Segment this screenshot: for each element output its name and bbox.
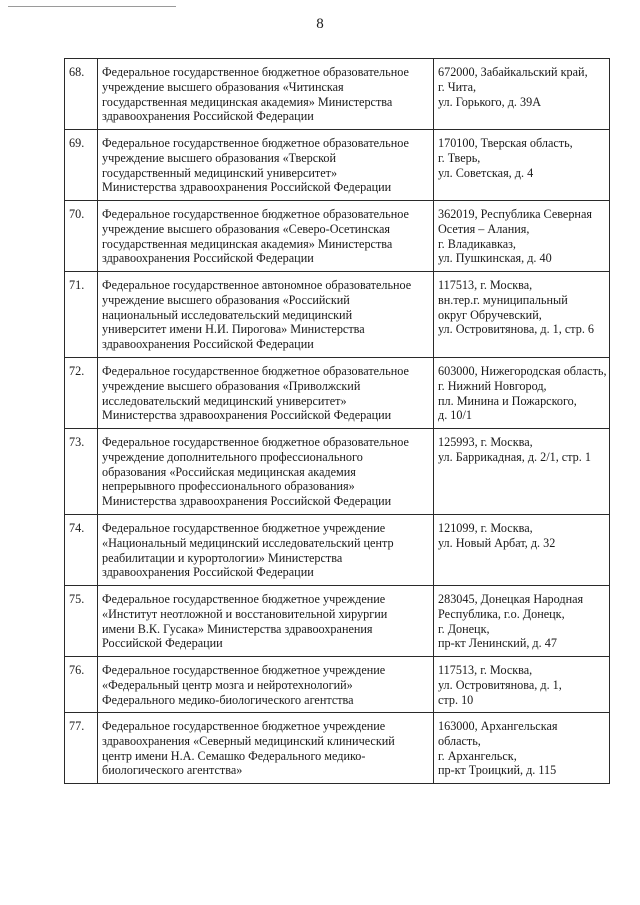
table-row: [65, 201, 610, 272]
institution-name: [98, 515, 434, 586]
institution-address: [434, 59, 610, 130]
top-rule: [8, 6, 176, 7]
page-number: 8: [316, 16, 324, 32]
institution-name-line: исследовательский медицинский университет»: [102, 393, 347, 408]
table-body: [65, 59, 610, 784]
table-row: [65, 713, 610, 784]
institution-address: [434, 429, 610, 515]
institution-name-line: образования «Российская медицинская академия: [102, 464, 356, 479]
institution-name: [98, 130, 434, 201]
institution-address: [434, 201, 610, 272]
institution-name: [98, 713, 434, 784]
institution-name-line: «Федеральный центр мозга и нейротехнологий»: [102, 677, 353, 692]
address-line: ул. Горького, д. 39А: [438, 94, 542, 109]
table-row: [65, 657, 610, 713]
institution-name: [98, 358, 434, 429]
address-line: 117513, г. Москва,: [438, 278, 533, 292]
institution-name-line: Федеральное государственное бюджетное образовательное: [102, 207, 409, 221]
institution-name-line: здравоохранения Российской Федерации: [102, 109, 314, 124]
address-line: г. Архангельск,: [438, 748, 517, 763]
address-line: г. Чита,: [438, 79, 477, 94]
institution-name-line: Федерального медико-биологического агентства: [102, 692, 354, 707]
address-line: пр-кт Троицкий, д. 115: [438, 763, 557, 778]
institution-name-line: Федеральное государственное бюджетное учреждение: [102, 719, 386, 733]
institution-name-line: Федеральное государственное бюджетное образовательное: [102, 136, 409, 150]
address-line: Республика, г.о. Донецк,: [438, 606, 565, 621]
institution-name-line: университет имени Н.И. Пирогова» Министерства: [102, 322, 365, 337]
address-line: г. Донецк,: [438, 621, 490, 636]
address-line: 125993, г. Москва,: [438, 435, 533, 449]
row-number: 72.: [65, 358, 98, 429]
address-line: ул. Островитянова, д. 1, стр. 6: [438, 322, 595, 337]
table-row: [65, 586, 610, 657]
address-line: 121099, г. Москва,: [438, 521, 533, 535]
address-line: ул. Советская, д. 4: [438, 165, 534, 180]
address-line: 283045, Донецкая Народная: [438, 592, 584, 606]
institution-name-line: «Институт неотложной и восстановительной хирургии: [102, 606, 388, 621]
institution-address: [434, 515, 610, 586]
address-line: 163000, Архангельская: [438, 719, 558, 733]
row-number: 73.: [65, 429, 98, 515]
institution-name-line: биологического агентства»: [102, 763, 243, 778]
institution-name: [98, 201, 434, 272]
institution-name-line: учреждение высшего образования «Читинская: [102, 79, 344, 94]
institution-name: [98, 586, 434, 657]
table-row: [65, 515, 610, 586]
address-line: ул. Баррикадная, д. 2/1, стр. 1: [438, 449, 591, 464]
address-line: пр-кт Ленинский, д. 47: [438, 636, 557, 651]
address-line: округ Обручевский,: [438, 307, 542, 322]
institution-name-line: учреждение высшего образования «Российский: [102, 292, 350, 307]
address-line: стр. 10: [438, 692, 474, 707]
institution-name-line: Министерства здравоохранения Российской Федерации: [102, 408, 392, 423]
address-line: г. Владикавказ,: [438, 236, 516, 251]
table-row: [65, 59, 610, 130]
institution-name-line: учреждение высшего образования «Приволжский: [102, 378, 361, 393]
institution-name-line: Федеральное государственное автономное образовательное: [102, 278, 412, 292]
address-line: 603000, Нижегородская область,: [438, 364, 607, 378]
institution-name-line: Министерства здравоохранения Российской Федерации: [102, 180, 392, 195]
address-line: д. 10/1: [438, 408, 472, 423]
institution-name-line: непрерывного профессионального образования»: [102, 479, 355, 494]
address-line: Осетия – Алания,: [438, 221, 530, 236]
institution-name-line: государственная медицинская академия» Министерства: [102, 94, 393, 109]
institution-name-line: «Национальный медицинский исследовательский центр: [102, 535, 394, 550]
institution-name-line: учреждение высшего образования «Тверской: [102, 150, 337, 165]
table-row: [65, 358, 610, 429]
address-line: область,: [438, 733, 481, 748]
table-row: [65, 130, 610, 201]
institution-address: [434, 657, 610, 713]
institution-name-line: реабилитации и курортологии» Министерства: [102, 550, 343, 565]
address-line: ул. Новый Арбат, д. 32: [438, 535, 556, 550]
row-number: 70.: [65, 201, 98, 272]
address-line: г. Тверь,: [438, 150, 481, 165]
row-number: 68.: [65, 59, 98, 130]
row-number: 77.: [65, 713, 98, 784]
table-row: [65, 272, 610, 358]
institutions-table: [64, 58, 610, 784]
institution-name-line: Министерства здравоохранения Российской Федерации: [102, 494, 392, 509]
address-line: вн.тер.г. муниципальный: [438, 292, 568, 307]
institution-name-line: имени В.К. Гусака» Министерства здравоохранения: [102, 621, 373, 636]
row-number: 71.: [65, 272, 98, 358]
institution-name-line: Российской Федерации: [102, 636, 223, 651]
institution-address: [434, 358, 610, 429]
institution-name-line: национальный исследовательский медицинский: [102, 307, 353, 322]
institution-name-line: Федеральное государственное бюджетное учреждение: [102, 521, 386, 535]
row-number: 69.: [65, 130, 98, 201]
institution-name-line: Федеральное государственное бюджетное образовательное: [102, 65, 409, 79]
institution-name-line: Федеральное государственное бюджетное учреждение: [102, 592, 386, 606]
row-number: 74.: [65, 515, 98, 586]
institution-name-line: государственная медицинская академия» Министерства: [102, 236, 393, 251]
address-line: 362019, Республика Северная: [438, 207, 592, 221]
institution-name-line: здравоохранения «Северный медицинский клинический: [102, 733, 395, 748]
institution-name-line: учреждение высшего образования «Северо-Осетинская: [102, 221, 390, 236]
institution-address: [434, 130, 610, 201]
institution-name: [98, 59, 434, 130]
address-line: 170100, Тверская область,: [438, 136, 573, 150]
row-number: 75.: [65, 586, 98, 657]
address-line: г. Нижний Новгород,: [438, 378, 547, 393]
institution-name: [98, 272, 434, 358]
institution-name-line: Федеральное государственное бюджетное образовательное: [102, 435, 409, 449]
institution-name-line: Федеральное государственное бюджетное учреждение: [102, 663, 386, 677]
institution-address: [434, 586, 610, 657]
institution-name-line: Федеральное государственное бюджетное образовательное: [102, 364, 409, 378]
institution-address: [434, 713, 610, 784]
institution-name-line: здравоохранения Российской Федерации: [102, 337, 314, 352]
institution-address: [434, 272, 610, 358]
address-line: пл. Минина и Пожарского,: [438, 393, 577, 408]
institution-name-line: центр имени Н.А. Семашко Федерального медико-: [102, 748, 366, 763]
address-line: 672000, Забайкальский край,: [438, 65, 588, 79]
institution-name: [98, 429, 434, 515]
row-number: 76.: [65, 657, 98, 713]
institution-name-line: государственный медицинский университет»: [102, 165, 338, 180]
address-line: ул. Островитянова, д. 1,: [438, 677, 562, 692]
table-row: [65, 429, 610, 515]
institution-name-line: здравоохранения Российской Федерации: [102, 251, 314, 266]
address-line: 117513, г. Москва,: [438, 663, 533, 677]
institution-name-line: учреждение дополнительного профессионального: [102, 449, 363, 464]
institution-name: [98, 657, 434, 713]
institution-name-line: здравоохранения Российской Федерации: [102, 565, 314, 580]
address-line: ул. Пушкинская, д. 40: [438, 251, 552, 266]
